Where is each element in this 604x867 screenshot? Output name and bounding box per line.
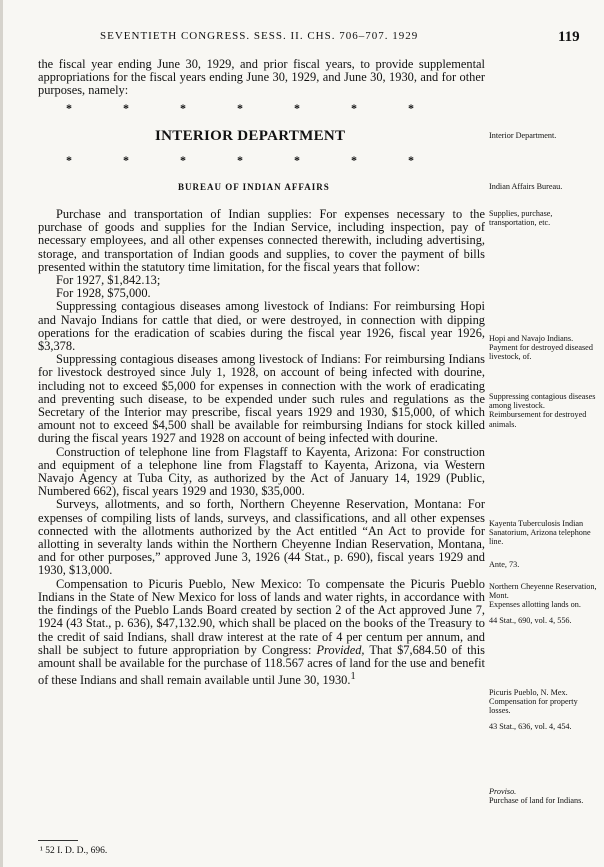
department-heading: INTERIOR DEPARTMENT — [155, 128, 346, 144]
page-number: 119 — [558, 29, 580, 45]
margin-note-picuris-citation: 43 Stat., 636, vol. 4, 454. — [489, 721, 572, 731]
margin-note-suppressing — [489, 392, 599, 429]
paragraph-dourine: Suppressing contagious diseases among livestock of Indians: For reimbursing Indians for livestock destroyed since July 1, 1928, on account of being infected with dourine, including not to exceed $5,000 for expenses in connection with the work of eradicating and preventing such disease, to be expended under such rules and regulations as the Secretary of the Interior may prescribe, fiscal years 1929 and 1930, $15,000, of which amount not to exceed $4,500 shall be available for reimbursing Indians for stock killed during the fiscal years 1927 and 1928 on account of being infected with dourine. — [38, 352, 485, 446]
main-column — [38, 208, 485, 687]
margin-note-suppressing-title: Suppressing contagious diseases among livestock. — [489, 392, 596, 411]
margin-note-picuris — [489, 688, 599, 731]
footnote-marker: 1 — [350, 671, 356, 683]
margin-note-nc-citation: 44 Stat., 690, vol. 4, 556. — [489, 615, 572, 625]
margin-note-nc-title: Northern Cheyenne Reservation, Mont. — [489, 582, 597, 601]
proviso-word: Provided, — [316, 642, 365, 657]
running-head: SEVENTIETH CONGRESS. SESS. II. CHS. 706–707. 1929 — [100, 30, 419, 42]
margin-note-proviso — [489, 787, 599, 805]
footnote-text: ¹ 52 I. D. D., 696. — [40, 846, 108, 856]
paragraph-picuris — [38, 578, 485, 688]
intro-text — [38, 58, 485, 98]
ellipsis-stars-bottom: * * * * * * * — [66, 153, 414, 167]
margin-note-picuris-sub: Compensation for property losses. — [489, 697, 578, 716]
margin-note-suppressing-sub: Reimbursement for destroyed animals. — [489, 410, 587, 429]
bureau-heading: BUREAU OF INDIAN AFFAIRS — [178, 182, 330, 192]
margin-note-hopi — [489, 334, 599, 362]
margin-note-ante: Ante, 73. — [489, 560, 520, 569]
paragraph-1927: For 1927, $1,842.13; — [56, 273, 161, 288]
margin-note-hopi-title: Hopi and Navajo Indians. — [489, 334, 574, 343]
margin-note-hopi-sub: Payment for destroyed diseased livestock, of. — [489, 343, 593, 362]
paragraph-1928: For 1928, $75,000. — [56, 286, 151, 301]
margin-note-indian-affairs: Indian Affairs Bureau. — [489, 182, 563, 191]
picuris-text: Compensation to Picuris Pueblo, New Mexico: To compensate the Picuris Pueblo Indians in the State of New Mexico for loss of lands and water rights, in accordance with the findings of the Pueblo Lands Board created by section 2 of the Act approved June 7, 1924 (43 Stat., p. 636), $47,132.90, which shall be placed on the books of the Treasury to the credit of said Indians, shall draw interest at the rate of 4 per centum per annum, and shall be subject to future appropriation by Congress: — [38, 576, 485, 657]
margin-note-picuris-title: Picuris Pueblo, N. Mex. — [489, 688, 568, 697]
margin-note-kayenta: Kayenta Tuberculosis Indian Sanatorium, Arizona telephone line. — [489, 519, 591, 547]
paragraph-hopi-navajo: Suppressing contagious diseases among livestock of Indians: For reimbursing Hopi and Navajo Indians for cattle that died, or were destroyed, in connection with dipping operations for the eradication of scabies during the fiscal year 1926, fiscal year 1926, $3,378. — [38, 299, 485, 354]
ellipsis-stars-top: * * * * * * * — [66, 101, 414, 115]
intro-paragraph: the fiscal year ending June 30, 1929, and prior fiscal years, to provide supplemental appropriations for the fiscal years ending June 30, 1929, and June 30, 1930, and for other purposes, namely: — [38, 57, 485, 98]
margin-note-proviso-title: Proviso. — [489, 787, 517, 796]
margin-note-northern-cheyenne — [489, 582, 599, 625]
page-edge-shadow — [0, 0, 3, 867]
paragraph-telephone-line: Construction of telephone line from Flagstaff to Kayenta, Arizona: For construction and equipment of a telephone line from Flagstaff to Kayenta, Arizona, via Western Navajo Agency at Tuba City, as authorized by the Act of January 14, 1929 (Public, Numbered 662), fiscal years 1929 and 1930, $35,000. — [38, 444, 485, 499]
margin-note-interior: Interior Department. — [489, 131, 557, 140]
footnote-rule — [38, 840, 78, 841]
margin-note-supplies: Supplies, purchase, transportation, etc. — [489, 209, 553, 228]
margin-note-purchase: Purchase of land for Indians. — [489, 796, 584, 806]
paragraph-northern-cheyenne: Surveys, allotments, and so forth, Northern Cheyenne Reservation, Montana: For expenses of compiling lists of lands, surveys, and classifications, and all other expenses connected with the allotments authorized by the Act entitled “An Act to provide for allotting in severalty lands within the Northern Cheyenne Indian Reservation, Montana, and for other purposes,” approved June 3, 1926 (44 Stat., p. 690), fiscal years 1929 and 1930, $13,000. — [38, 497, 485, 578]
picuris-proviso-text: That $7,684.50 of this amount shall be available for the purchase of 118.567 acres of land for the use and benefit of these Indians and shall remain available until June 30, 1930. — [38, 642, 485, 688]
paragraph-supplies: Purchase and transportation of Indian supplies: For expenses necessary to the purchase of goods and supplies for the Indian Service, including inspection, pay of necessary employees, and all other expenses connected therewith, including advertising, storage, and transportation of Indian goods and supplies, to cover the payment of bills presented within the statutory time limitation, for the fiscal years that follow: — [38, 207, 485, 274]
margin-note-nc-sub: Expenses allotting lands on. — [489, 600, 581, 610]
